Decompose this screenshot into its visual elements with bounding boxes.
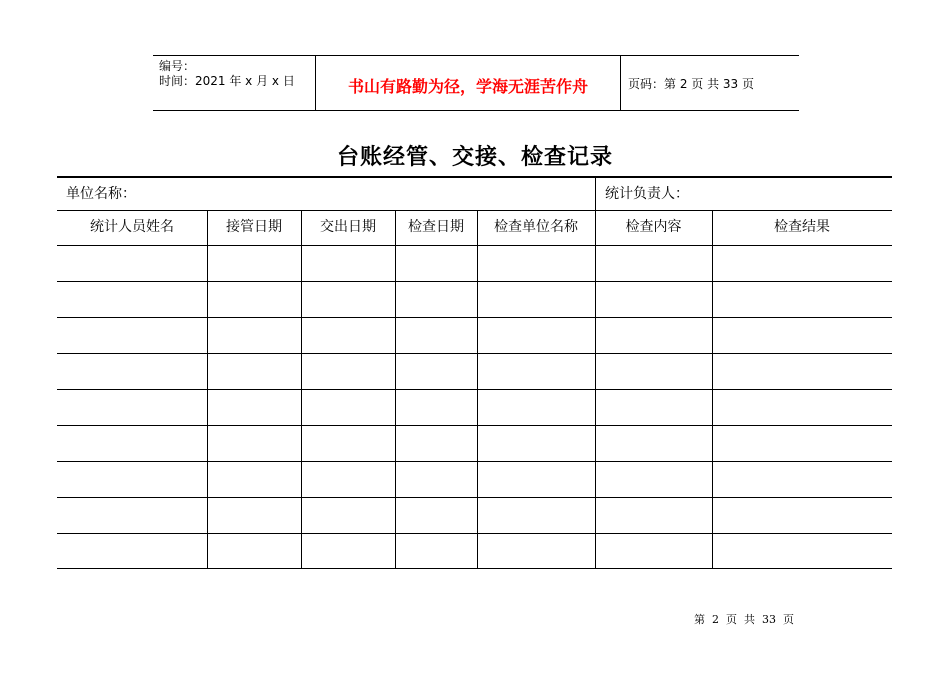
table-cell (595, 426, 712, 461)
document-title: 台账经管、交接、检查记录 (336, 144, 613, 170)
table-cell (395, 498, 477, 533)
table-cell (395, 354, 477, 389)
column-divider (395, 211, 396, 569)
unit-name-label: 单位名称： (66, 186, 136, 202)
column-header: 接管日期 (226, 219, 282, 235)
table-cell (395, 282, 477, 317)
table-cell (57, 534, 207, 569)
page-code-text: 页码：第 2 页 共 33 页 (628, 76, 754, 91)
table-cell (477, 354, 595, 389)
table-cell (712, 498, 892, 533)
table-cell (477, 282, 595, 317)
table-cell (207, 390, 301, 425)
column-divider (207, 211, 208, 569)
table-cell (57, 462, 207, 497)
header-meta (153, 56, 315, 110)
table-cell (595, 390, 712, 425)
table-cell (477, 498, 595, 533)
table-cell (712, 390, 892, 425)
column-header: 交出日期 (320, 219, 376, 235)
ledger-table (57, 176, 892, 569)
table-cell (712, 318, 892, 353)
table-cell (301, 318, 395, 353)
column-header: 检查内容 (625, 219, 682, 235)
info-row (57, 178, 892, 211)
table-cell (207, 498, 301, 533)
stat-responsible-label: 统计负责人： (595, 178, 892, 210)
table-cell (57, 390, 207, 425)
table-cell (395, 426, 477, 461)
table-cell (57, 426, 207, 461)
table-cell (301, 354, 395, 389)
time-label: 时间：2021 年 x 月 x 日 (159, 74, 295, 88)
table-cell (477, 426, 595, 461)
table-cell (57, 318, 207, 353)
column-header: 检查日期 (408, 219, 464, 235)
table-cell (712, 354, 892, 389)
page-footer: 第 2 页 共 33 页 (694, 613, 794, 626)
motto-text: 书山有路勤为径，学海无涯苦作舟 (347, 76, 588, 96)
table-cell (301, 390, 395, 425)
table-cell (712, 282, 892, 317)
table-cell (595, 282, 712, 317)
table-cell (57, 246, 207, 281)
table-cell (395, 534, 477, 569)
table-cell (395, 246, 477, 281)
table-cell (301, 282, 395, 317)
table-cell (207, 282, 301, 317)
table-cell (595, 318, 712, 353)
table-cell (57, 354, 207, 389)
column-header: 统计人员姓名 (90, 219, 174, 235)
table-cell (207, 318, 301, 353)
table-cell (207, 534, 301, 569)
table-cell (595, 354, 712, 389)
table-cell (301, 426, 395, 461)
table-cell (207, 246, 301, 281)
table-cell (57, 282, 207, 317)
column-header: 检查结果 (774, 219, 830, 235)
table-cell (595, 246, 712, 281)
table-cell (477, 534, 595, 569)
table-cell (207, 426, 301, 461)
column-divider (301, 211, 302, 569)
table-cell (395, 318, 477, 353)
record-grid (57, 211, 892, 569)
document-header (153, 55, 799, 111)
table-cell (207, 462, 301, 497)
column-divider (712, 211, 713, 569)
table-cell (57, 498, 207, 533)
table-cell (477, 462, 595, 497)
table-cell (595, 534, 712, 569)
table-cell (712, 534, 892, 569)
table-cell (595, 498, 712, 533)
table-cell (301, 246, 395, 281)
column-header: 检查单位名称 (494, 219, 578, 235)
header-motto-cell (315, 56, 621, 110)
table-cell (477, 318, 595, 353)
table-cell (712, 246, 892, 281)
column-divider (595, 211, 596, 569)
table-cell (301, 534, 395, 569)
table-cell (712, 462, 892, 497)
serial-number-label: 编号： (159, 59, 196, 73)
table-cell (395, 390, 477, 425)
column-divider (477, 211, 478, 569)
header-page-code (621, 56, 799, 110)
table-cell (395, 462, 477, 497)
table-cell (477, 390, 595, 425)
table-cell (595, 462, 712, 497)
table-cell (477, 246, 595, 281)
table-cell (301, 462, 395, 497)
table-cell (207, 354, 301, 389)
table-cell (712, 426, 892, 461)
table-cell (301, 498, 395, 533)
